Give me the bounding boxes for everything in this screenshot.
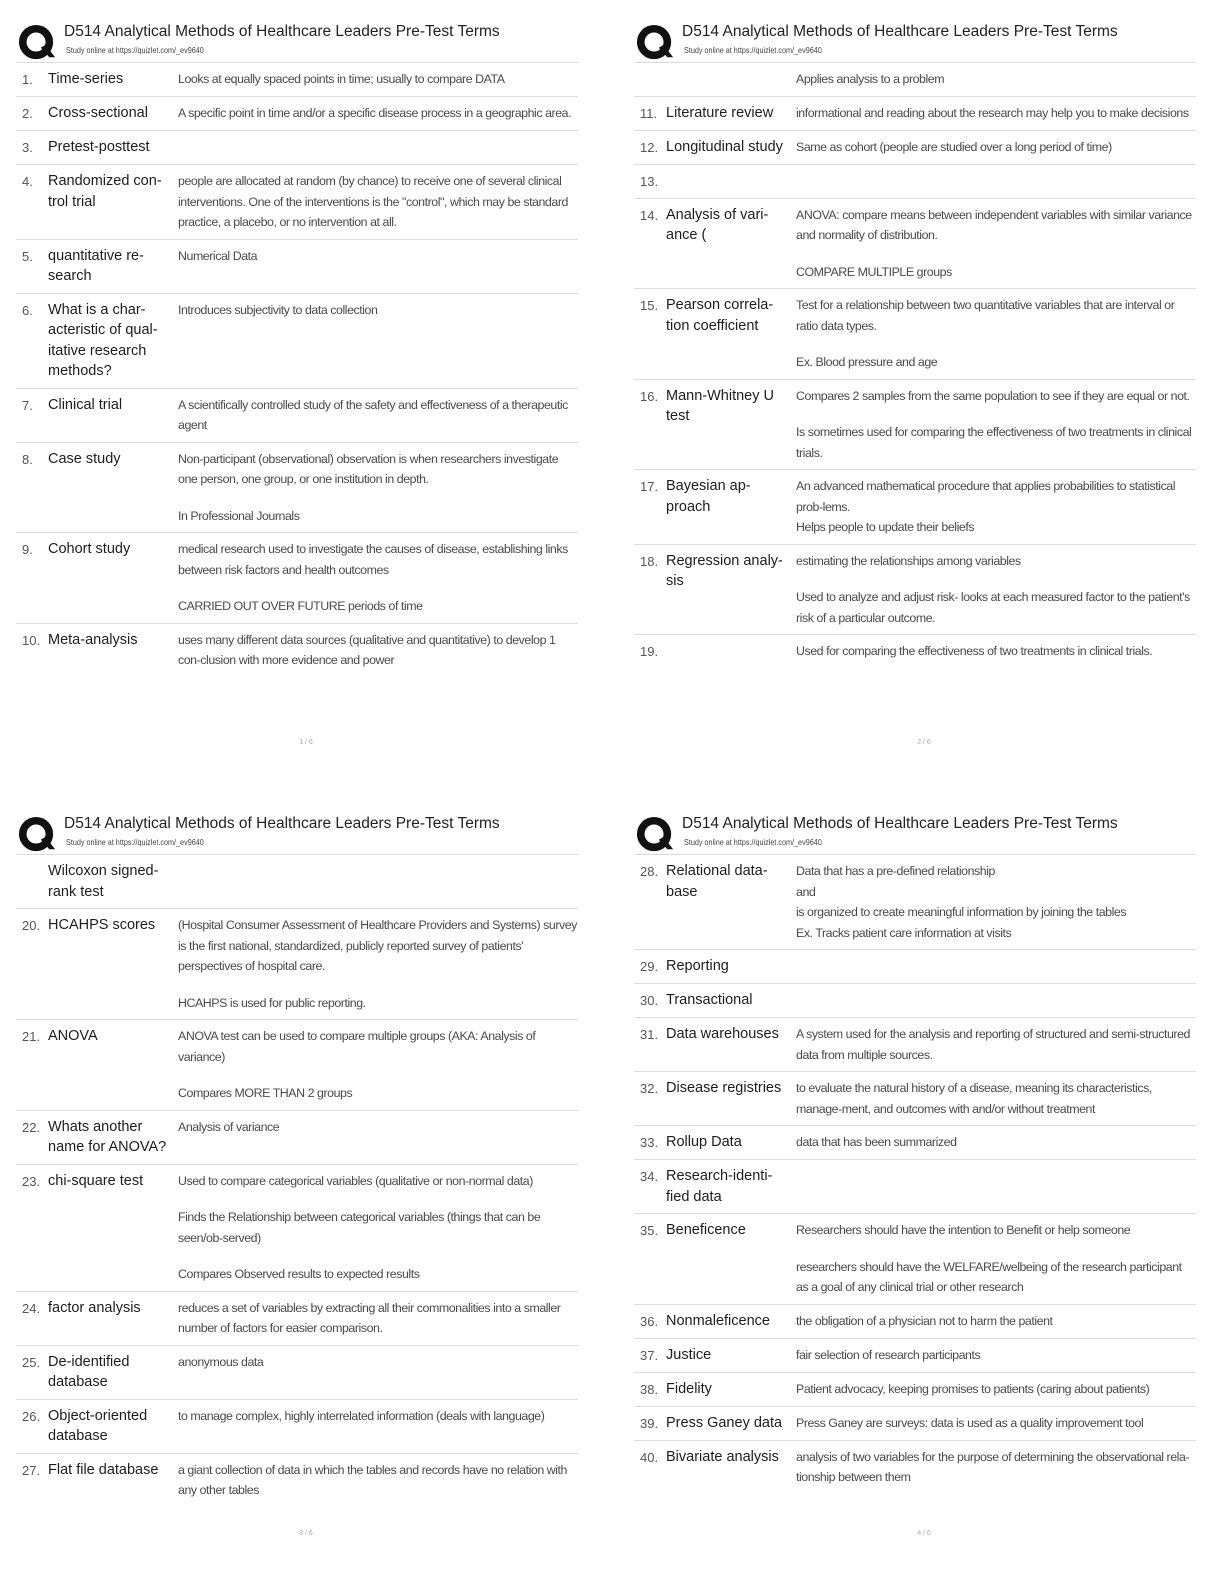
definition-paragraph: analysis of two variables for the purpose of determining the observational rela-tionship between them [796,1449,1190,1484]
definition-paragraph: Compares 2 samples from the same population to see if they are equal or not. [796,388,1190,403]
definition-paragraph: to manage complex, highly interrelated information (deals with language) [178,1408,545,1423]
definition-paragraph: Looks at equally spaced points in time; usually to compare DATA [178,72,505,86]
term-card [16,131,578,165]
term-number: 13. [640,173,659,189]
term-definition [796,1166,1196,1207]
definition-paragraph: uses many different data sources (qualitative and quantitative) to develop 1 con-clusion with more evidence and power [178,632,556,667]
definition-paragraph: Used to analyze and adjust risk- looks at each measured factor to the patient's risk of a particular outcome. [796,590,1190,625]
term-card [634,1339,1196,1373]
term-definition [178,1298,578,1339]
quizlet-logo-icon [18,816,56,854]
term-text: quantitative re-search [48,247,144,284]
term-card [16,1400,578,1454]
term-definition [796,1413,1196,1434]
term-number: 2. [22,106,33,121]
term-card [16,1454,578,1507]
term-number: 35. [640,1223,659,1238]
term-number: 18. [640,553,659,569]
term-card [16,533,578,624]
page-header [16,22,596,62]
term-card [16,165,578,240]
definition-paragraph: a giant collection of data in which the tables and records have no relation with any other tables [178,1462,567,1497]
term-number: 34. [640,1169,659,1184]
term-definition [178,395,578,436]
term-definition [178,103,578,124]
term-definition [178,1171,578,1285]
term-card [634,470,1196,545]
page-number: 2 / 6 [917,739,931,746]
term-text: Justice [666,1346,712,1363]
term-definition [796,171,1196,192]
definition-paragraph: anonymous data [178,1354,264,1369]
term-number: 27. [22,1462,41,1478]
term-definition [178,1352,578,1393]
definition-paragraph: ANOVA test can be used to compare multiple groups (AKA: Analysis of variance) [178,1029,536,1064]
term-card [16,294,578,389]
definition-paragraph: Press Ganey are surveys: data is used as a quality improvement tool [796,1415,1144,1430]
term-number: 38. [640,1381,659,1397]
term-number: 21. [22,1029,41,1044]
term-definition [796,205,1196,283]
definition-paragraph: COMPARE MULTIPLE groups [796,264,952,279]
term-text: What is a char-acteristic of qual-itative research methods? [48,301,158,379]
term-definition [796,641,1196,662]
term-definition [178,630,578,671]
definition-paragraph: medical research used to investigate the causes of disease, establishing links between risk factors and health outcomes [178,542,568,577]
term-number: 30. [640,993,659,1008]
definition-paragraph: Analysis of variance [178,1119,280,1134]
term-definition [178,137,578,158]
term-text: Longitudinal study [666,138,783,155]
definition-paragraph: Same as cohort (people are studied over a long period of time) [796,139,1112,154]
term-definition [796,956,1196,977]
definition-paragraph: Introduces subjectivity to data collection [178,302,378,317]
term-text: Wilcoxon signed-rank test [48,863,159,900]
term-definition [796,1345,1196,1366]
page-header [634,22,1214,62]
term-card [16,389,578,443]
term-text: Cross-sectional [48,105,148,121]
term-list [634,854,1196,1494]
term-text [666,69,796,90]
term-text: Relational data-base [666,863,768,900]
study-online-link[interactable]: Study online at https://quizlet.com/_ev9640 [684,837,822,847]
term-list [634,62,1196,668]
term-card [634,854,1196,950]
definition-paragraph: Used for comparing the effectiveness of two treatments in clinical trials. [796,644,1153,658]
study-online-link[interactable]: Study online at https://quizlet.com/_ev9640 [66,45,204,55]
term-card [634,950,1196,984]
term-number: 19. [640,644,659,659]
term-definition [796,69,1196,90]
term-card [634,131,1196,165]
definition-paragraph: Non-participant (observational) observation is when researchers investigate one person, one group, or one institution in depth. [178,451,559,486]
quizlet-logo-icon [636,24,674,62]
term-card [16,97,578,131]
study-online-link[interactable]: Study online at https://quizlet.com/_ev9640 [684,45,822,55]
term-card [634,1160,1196,1214]
term-text: HCAHPS scores [48,917,156,933]
term-number: 22. [22,1119,41,1135]
term-number: 4. [22,174,33,189]
term-text: chi-square test [48,1172,144,1189]
term-card [16,443,578,534]
definition-paragraph: CARRIED OUT OVER FUTURE periods of time [178,599,423,613]
term-number: 8. [22,451,33,467]
term-card [634,1072,1196,1126]
term-number: 32. [640,1081,659,1096]
term-number: 16. [640,388,659,404]
term-definition [178,1117,578,1158]
term-number: 11. [640,105,658,121]
term-text: Pretest-posttest [48,139,150,155]
term-number: 25. [22,1354,41,1370]
term-text: ANOVA [48,1028,98,1044]
term-text: Case study [48,450,121,467]
term-definition [796,295,1196,373]
term-number: 29. [640,959,659,974]
term-text: Analysis of vari-ance ( [666,206,769,243]
term-definition [178,246,578,287]
term-card [634,380,1196,471]
term-definition [178,171,578,233]
term-definition [178,300,578,382]
quizlet-logo-icon [18,24,56,62]
term-text: Beneficence [666,1222,746,1238]
term-card [634,984,1196,1018]
term-text: Whats another name for ANOVA? [48,1118,167,1155]
term-definition [178,539,578,617]
term-card [634,1407,1196,1441]
term-number: 31. [640,1027,659,1042]
term-definition [796,137,1196,158]
term-number [16,861,48,902]
term-text: Disease registries [666,1080,782,1096]
definition-paragraph: Is sometimes used for comparing the effectiveness of two treatments in clinical trials. [796,425,1192,460]
term-text: Press Ganey data [666,1414,783,1431]
term-text: Data warehouses [666,1026,779,1042]
page-header [634,814,1214,854]
term-card [634,1214,1196,1305]
term-definition [796,1379,1196,1400]
term-text: De-identified database [48,1353,130,1390]
term-text: Regression analy-sis [666,552,783,589]
term-number: 17. [640,479,659,494]
term-list [16,854,578,1507]
definition-paragraph: Numerical Data [178,248,258,263]
definition-paragraph: to evaluate the natural history of a disease, meaning its characteristics, manage-ment, and outcomes with and/or without treatment [796,1081,1152,1116]
doc-title: D514 Analytical Methods of Healthcare Leaders Pre-Test Terms [64,815,500,832]
term-number: 20. [22,918,41,933]
term-number [634,69,666,90]
term-definition [796,1024,1196,1065]
term-card [16,1292,578,1346]
term-text: Pearson correla-tion coefficient [666,297,774,334]
term-card [634,1441,1196,1494]
doc-title: D514 Analytical Methods of Healthcare Leaders Pre-Test Terms [682,23,1118,40]
definition-paragraph: Test for a relationship between two quantitative variables that are interval or ratio data types. [796,298,1175,333]
definition-paragraph: Ex. Blood pressure and age [796,355,938,369]
term-definition [796,990,1196,1011]
definition-paragraph: researchers should have the WELFARE/welbeing of the research participant as a goal of any clinical trial or other research [796,1259,1182,1294]
term-text: Cohort study [48,541,131,557]
term-card [16,624,578,677]
page-2 [634,22,1214,668]
term-text: Fidelity [666,1380,712,1397]
term-definition [796,1078,1196,1119]
term-text: factor analysis [48,1299,141,1316]
term-number: 33. [640,1135,659,1150]
term-card [16,1111,578,1165]
term-card [16,909,578,1020]
term-number: 15. [640,298,659,313]
term-definition [796,1447,1196,1488]
term-number: 24. [22,1300,41,1316]
term-number: 10. [22,632,41,648]
term-number: 28. [640,864,659,879]
term-text: Nonmaleficence [666,1312,770,1329]
term-definition [796,103,1196,124]
term-text: Time-series [48,71,124,87]
term-number: 6. [22,302,33,318]
definition-paragraph: Applies analysis to a problem [796,72,945,86]
term-definition [796,476,1196,538]
definition-paragraph: estimating the relationships among variables [796,553,1021,568]
term-definition [178,915,578,1013]
term-card [634,199,1196,290]
definition-paragraph: (Hospital Consumer Assessment of Healthcare Providers and Systems) survey is the first national, standardized, publicly reported survey of patients' perspectives of hospital care. [178,918,577,973]
term-definition [796,1220,1196,1298]
definition-paragraph: informational and reading about the research may help you to make decisions [796,105,1189,120]
study-online-link[interactable]: Study online at https://quizlet.com/_ev9640 [66,837,204,847]
definition-paragraph: and [796,884,816,899]
term-text: Randomized con-trol trial [48,173,162,210]
definition-paragraph: Compares MORE THAN 2 groups [178,1086,353,1100]
term-text: Bivariate analysis [666,1448,779,1465]
definition-paragraph: Researchers should have the intention to Benefit or help someone [796,1223,1131,1237]
definition-paragraph: Compares Observed results to expected results [178,1267,420,1281]
term-number: 37. [640,1347,659,1363]
term-card [634,62,1196,97]
term-card [634,289,1196,380]
page-number: 4 / 6 [917,1530,931,1537]
definition-paragraph: In Professional Journals [178,508,300,523]
page-4 [634,814,1214,1494]
definition-paragraph: is organized to create meaningful information by joining the tables [796,905,1127,919]
term-text: Mann-Whitney U test [666,387,774,424]
term-number: 1. [22,72,33,87]
term-text: Bayesian ap-proach [666,478,751,515]
term-card [634,97,1196,131]
term-number: 39. [640,1415,659,1431]
definition-paragraph: An advanced mathematical procedure that applies probabilities to statistical prob-lems. [796,479,1176,514]
term-number: 7. [22,397,33,413]
page-1 [16,22,596,677]
definition-paragraph: data that has been summarized [796,1135,957,1149]
definition-paragraph: reduces a set of variables by extracting all their commonalities into a smaller number of factors for easier comparison. [178,1300,561,1335]
definition-paragraph: A scientifically controlled study of the safety and effectiveness of a therapeutic agent [178,397,568,432]
doc-title: D514 Analytical Methods of Healthcare Leaders Pre-Test Terms [682,815,1118,832]
term-card [16,62,578,97]
page-number: 3 / 6 [299,1530,313,1537]
term-text: Flat file database [48,1461,159,1478]
term-card [16,1165,578,1292]
term-text: Literature review [666,104,774,121]
term-definition [796,386,1196,464]
term-card [634,165,1196,199]
term-text: Clinical trial [48,396,123,413]
term-text [666,641,796,662]
term-list [16,62,578,677]
term-number: 3. [22,140,33,155]
definition-paragraph: HCAHPS is used for public reporting. [178,995,366,1010]
term-definition [178,861,578,902]
term-definition [796,1311,1196,1332]
term-card [16,1346,578,1400]
term-definition [178,1406,578,1447]
doc-title: D514 Analytical Methods of Healthcare Leaders Pre-Test Terms [64,23,500,40]
term-number: 12. [640,139,659,155]
term-definition [178,449,578,527]
definition-paragraph: Finds the Relationship between categorical variables (things that can be seen/ob-served) [178,1210,541,1245]
term-text: Reporting [666,958,729,974]
term-number: 23. [22,1173,41,1189]
page-3 [16,814,596,1507]
term-number: 40. [640,1449,659,1465]
definition-paragraph: Helps people to update their beliefs [796,520,975,534]
term-card [634,1373,1196,1407]
term-number: 26. [22,1408,41,1424]
page-number: 1 / 6 [299,739,313,746]
term-text: Transactional [666,992,753,1008]
term-definition [178,69,578,90]
term-card [16,854,578,909]
definition-paragraph: Data that has a pre-defined relationship [796,864,995,878]
term-definition [796,1132,1196,1153]
term-definition [178,1026,578,1104]
term-text: Research-identi-fied data [666,1168,773,1205]
definition-paragraph: people are allocated at random (by chance) to receive one of several clinical interventions. One of the interventions is the "control", which may be standard practice, a placebo, or no intervention at all. [178,174,568,229]
definition-paragraph: the obligation of a physician not to harm the patient [796,1313,1053,1328]
term-number: 9. [22,542,33,557]
term-card [16,240,578,294]
term-definition [178,1460,578,1501]
term-card [634,545,1196,636]
definition-paragraph: Used to compare categorical variables (qualitative or non-normal data) [178,1173,533,1188]
term-number: 14. [640,207,659,223]
term-number: 5. [22,248,33,264]
definition-paragraph: A system used for the analysis and reporting of structured and semi-structured data from multiple sources. [796,1027,1190,1062]
term-card [634,1305,1196,1339]
term-card [634,635,1196,668]
page-header [16,814,596,854]
quizlet-logo-icon [636,816,674,854]
term-text: Rollup Data [666,1134,742,1150]
term-card [634,1018,1196,1072]
definition-paragraph: A specific point in time and/or a specific disease process in a geographic area. [178,106,572,120]
definition-paragraph: fair selection of research participants [796,1347,981,1362]
term-text: Meta-analysis [48,631,138,648]
term-card [16,1020,578,1111]
term-card [634,1126,1196,1160]
term-text: Object-oriented database [48,1407,148,1444]
term-text [666,171,796,192]
term-number: 36. [640,1313,659,1329]
definition-paragraph: ANOVA: compare means between independent variables with similar variance and normality of distribution. [796,207,1192,242]
term-definition [796,551,1196,629]
definition-paragraph: Ex. Tracks patient care information at visits [796,925,1012,940]
term-definition [796,861,1196,943]
definition-paragraph: Patient advocacy, keeping promises to patients (caring about patients) [796,1381,1150,1396]
